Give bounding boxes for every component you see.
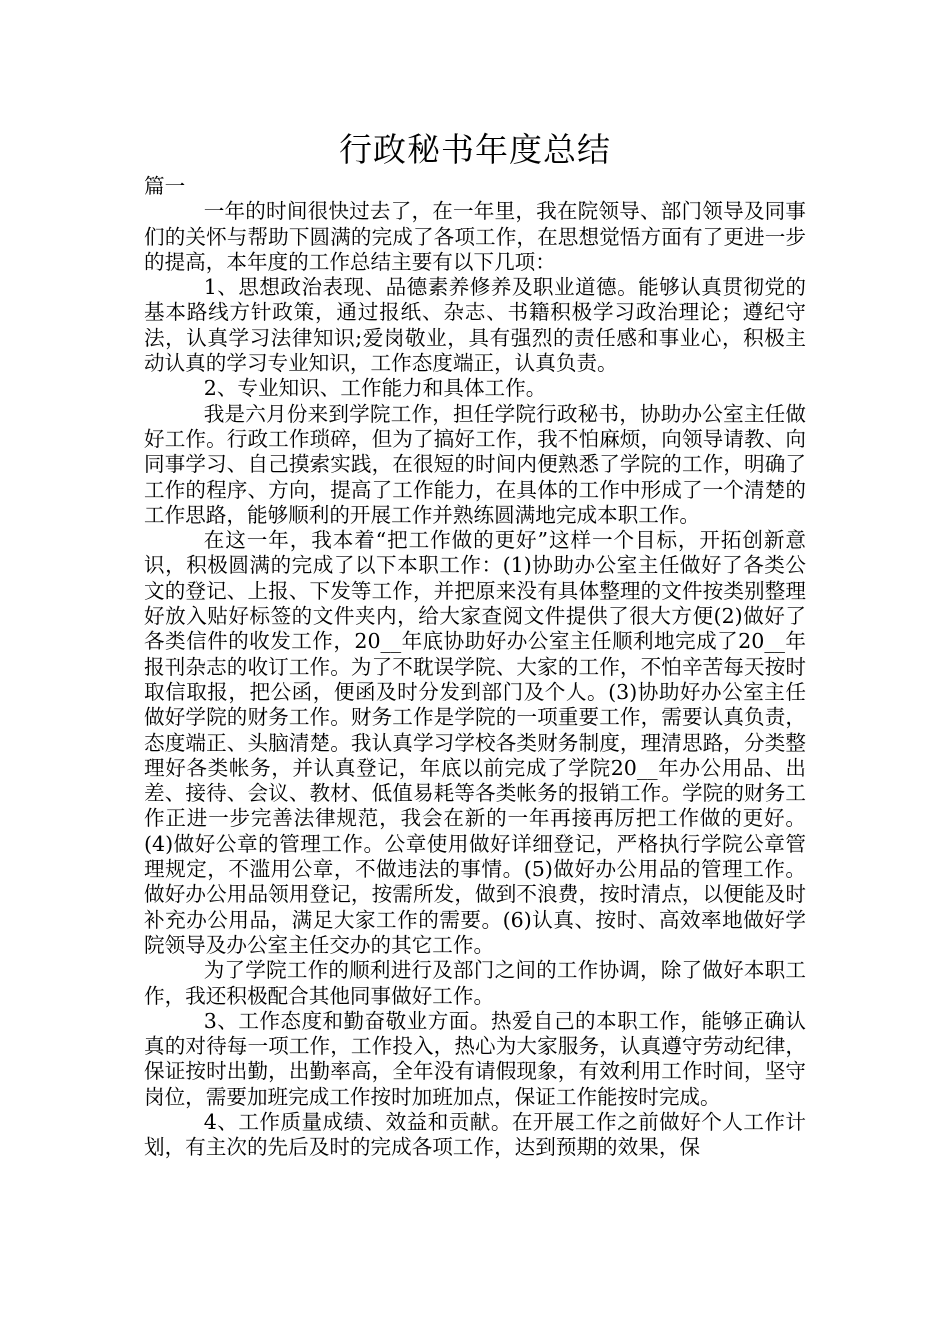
paragraph-work-quality: 4、工作质量成绩、效益和贡献。在开展工作之前做好个人工作计划，有主次的先后及时的完成各项工作，达到预期的效果，保 <box>144 1109 806 1160</box>
paragraph-duties: 在这一年，我本着“把工作做的更好”这样一个目标，开拓创新意识，积极圆满的完成了以下本职工作：(1)协助办公室主任做好了各类公文的登记、上报、下发等工作，并把原来没有具体整理的文件按类别整理好放入贴好标签的文件夹内，给大家查阅文件提供了很大方便(2)做好了各类信件的收发工作，20__年底协助好办公室主任顺利地完成了20__年报刊杂志的收订工作。为了不耽误学院、大家的工作，不怕辛苦每天按时取信取报，把公函，便函及时分发到部门及个人。(3)协助好办公室主任做好学院的财务工作。财务工作是学院的一项重要工作，需要认真负责，态度端正、头脑清楚。我认真学习学校各类财务制度，理清思路，分类整理好各类帐务，并认真登记，年底以前完成了学院20__年办公用品、出差、接待、会议、教材、低值易耗等各类帐务的报销工作。学院的财务工作正进一步完善法律规范，我会在新的一年再接再厉把工作做的更好。(4)做好公章的管理工作。公章使用做好详细登记，严格执行学院公章管理规定，不滥用公章，不做违法的事情。(5)做好办公用品的管理工作。做好办公用品领用登记，按需所发，做到不浪费，按时清点，以便能及时补充办公用品，满足大家工作的需要。(6)认真、按时、高效率地做好学院领导及办公室主任交办的其它工作。 <box>144 528 806 957</box>
section-label: 篇一 <box>144 174 186 198</box>
paragraph-professional-heading: 2、专业知识、工作能力和具体工作。 <box>203 376 547 401</box>
paragraph-political-conduct: 1、思想政治表现、品德素养修养及职业道德。能够认真贯彻党的基本路线方针政策，通过报纸、杂志、书籍积极学习政治理论；遵纪守法，认真学习法律知识;爱岗敬业，具有强烈的责任感和事业心，积极主动认真的学习专业知识，工作态度端正，认真负责。 <box>144 275 806 376</box>
document-title: 行政秘书年度总结 <box>339 130 611 169</box>
paragraph-intro: 一年的时间很快过去了，在一年里，我在院领导、部门领导及同事们的关怀与帮助下圆满的完成了各项工作，在思想觉悟方面有了更进一步的提高，本年度的工作总结主要有以下几项： <box>144 199 806 274</box>
paragraph-job-start: 我是六月份来到学院工作，担任学院行政秘书，协助办公室主任做好工作。行政工作琐碎，但为了搞好工作，我不怕麻烦，向领导请教、向同事学习、自己摸索实践，在很短的时间内便熟悉了学院的工作，明确了工作的程序、方向，提高了工作能力，在具体的工作中形成了一个清楚的工作思路，能够顺利的开展工作并熟练圆满地完成本职工作。 <box>144 401 806 527</box>
document-body <box>144 174 806 1161</box>
paragraph-work-attitude: 3、工作态度和勤奋敬业方面。热爱自己的本职工作，能够正确认真的对待每一项工作，工作投入，热心为大家服务，认真遵守劳动纪律，保证按时出勤，出勤率高，全年没有请假现象，有效利用工作时间，坚守岗位，需要加班完成工作按时加班加点，保证工作能按时完成。 <box>144 1008 806 1109</box>
paragraph-cooperation: 为了学院工作的顺利进行及部门之间的工作协调，除了做好本职工作，我还积极配合其他同事做好工作。 <box>144 958 806 1008</box>
